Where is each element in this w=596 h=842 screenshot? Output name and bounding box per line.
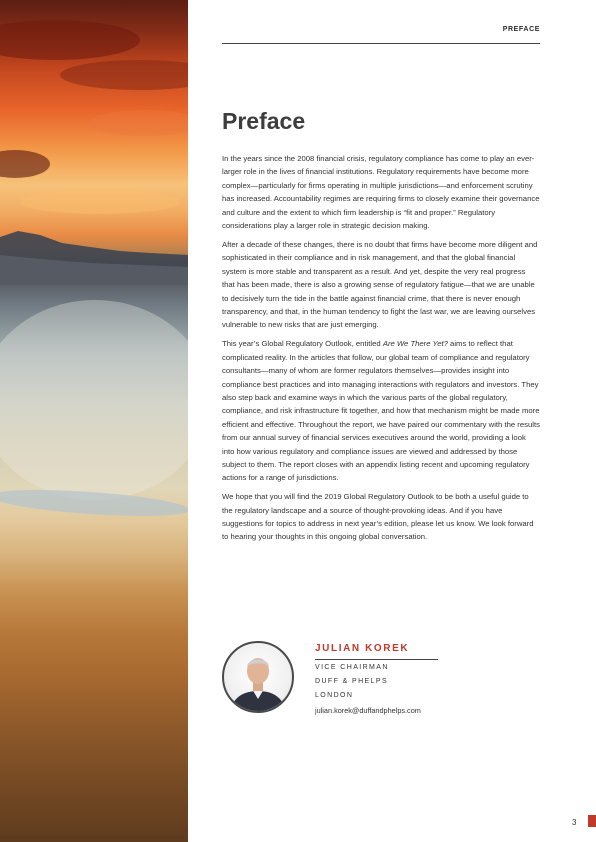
author-company: DUFF & PHELPS [315, 678, 389, 685]
body-paragraph [222, 337, 540, 484]
header-divider [222, 43, 540, 44]
section-label: PREFACE [502, 26, 540, 33]
cloud-shape [0, 150, 50, 178]
preface-body [222, 152, 540, 549]
body-text-run: aims to reflect that complicated reality. In the articles that follow, our global team of compliance and regulatory consultants—many of whom are former regulators themselves—provides insight into compliance best practices and into managing interactions with regulators and investors. They also step back and examine ways in which the various parts of the global regulatory, compliance, and risk infrastructure fit together, and how that mechanism might be made more efficient and effective. Throughout the report, we have paired our commentary with the results from our annual survey of financial services executives around the world, providing a look into how various regulatory and compliance issues are viewed and addressed by those subject to them. The report closes with an appendix listing recent and upcoming regulatory actions for a range of jurisdictions. [222, 339, 540, 483]
person-icon [224, 643, 292, 711]
body-paragraph: In the years since the 2008 financial crisis, regulatory compliance has come to play an ever-larger role in the lives of financial institutions. Regulatory requirements have become more complex—particularly for firms operating in multiple jurisdictions—and enforcement scrutiny has increased. Accountability regimes are requiring firms to closely examine their governance and culture and the extent to which firm leadership is “fit and proper.” Regulatory considerations play a larger role in strategic decision making. [222, 154, 540, 231]
mist-layer [0, 300, 188, 500]
cloud-shape [20, 190, 180, 214]
body-paragraph: We hope that you will find the 2019 Global Regulatory Outlook to be both a useful guide to the regulatory landscape and a source of thought-provoking ideas. And if you have suggestions for topics to address in next year’s edition, please let us know. We look forward to hearing your thoughts in this ongoing global conversation. [222, 492, 534, 542]
author-role: VICE CHAIRMAN [315, 664, 389, 671]
body-text-run: After a decade of these changes, there is no doubt that firms have become more diligent and sophisticated in their compliance and in risk management, and that the global financial system is more stable and transparent as a result. And yet, despite the very real progress that has been made, there is also a growing sense of regulatory fatigue—that we are unable to decisively turn the tide in the battle against financial crime, that there is never enough transparency, and that, in the human tendency to fight the last war, we are leaving ourselves vulnerable to new risks that are just emerging. [222, 239, 538, 330]
report-title-italic: Are We There Yet? [382, 339, 448, 349]
author-portrait [222, 641, 294, 713]
author-city: LONDON [315, 692, 354, 699]
cloud-shape [90, 110, 188, 136]
page-tab-marker [588, 815, 596, 827]
page-number: 3 [572, 818, 577, 827]
author-email-link[interactable]: julian.korek@duffandphelps.com [315, 706, 421, 715]
body-text-run: This year’s Global Regulatory Outlook, entitled [222, 339, 383, 349]
cloud-shape [0, 20, 140, 60]
page-title: Preface [222, 108, 306, 134]
signature-divider [315, 659, 438, 660]
body-paragraph [222, 238, 540, 332]
author-name: JULIAN KOREK [315, 643, 410, 654]
mountain-silhouette [0, 225, 188, 285]
landscape-photo [0, 0, 188, 842]
cloud-shape [60, 60, 188, 90]
